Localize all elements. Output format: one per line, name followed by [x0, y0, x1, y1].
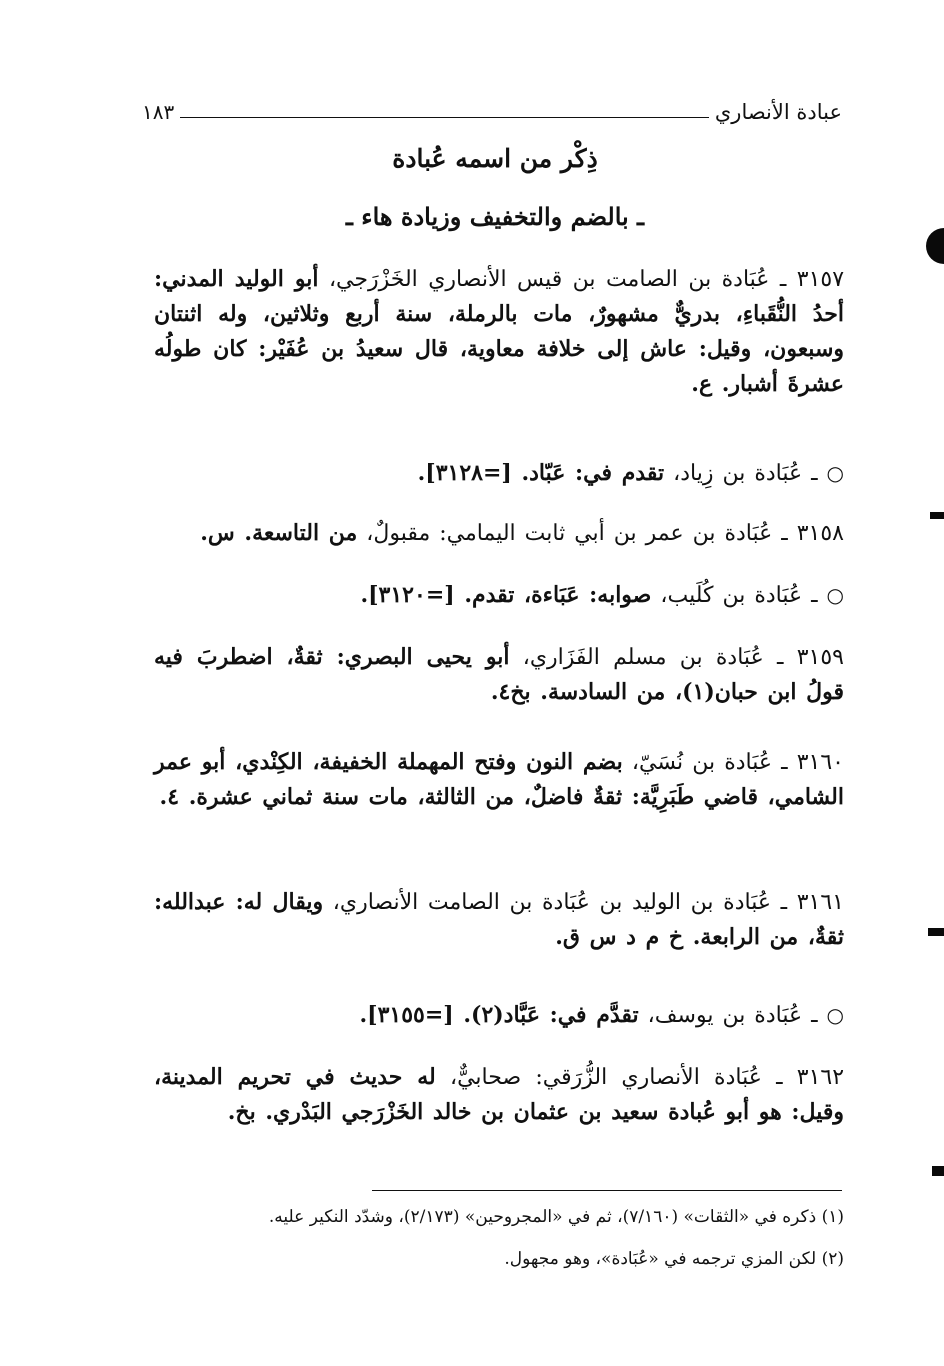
footnote: (١) ذكره في «الثقات» (٧/١٦٠)، ثم في «المجروحين» (٢/١٧٣)، وشدّد النكير عليه. — [268, 1207, 844, 1227]
binding-mark — [932, 1166, 944, 1176]
circle-marker-icon: ○ — [826, 461, 844, 485]
cross-reference-entry — [154, 578, 844, 613]
entry-name: ـ عُبَادة بن زِياد، — [673, 461, 818, 486]
circle-marker-icon: ○ — [826, 583, 844, 607]
biography-entry — [154, 640, 844, 710]
entry-text: له حديث في تحريم المدينة، وقيل: هو أبو عُبادة سعيد بن عثمان بن خالد الخَزْرَجي البَدْري. بخ. — [154, 1064, 844, 1125]
entry-number: ٣١٦٢ ـ — [776, 1065, 845, 1090]
running-header — [142, 94, 842, 124]
cross-reference-entry — [154, 456, 844, 491]
cross-reference-entry — [154, 998, 844, 1033]
entry-text: بضم النون وفتح المهملة الخفيفة، الكِنْدي، أبو عمر الشامي، قاضي طَبَرِيَّة: ثقةٌ فاضلٌ، من الثالثة، مات سنة ثماني عشرة. ٤. — [154, 749, 844, 810]
entry-name: ـ عُبَادة بن كُلَيب، — [660, 583, 818, 608]
entry-text: أبو يحيى البصري: ثقةٌ، اضطربَ فيه قولُ ابن حبان(١)، من السادسة. بخ٤. — [154, 644, 844, 705]
entry-name: عُبَادة بن نُسَيّ، — [631, 750, 772, 775]
entry-number: ٣١٥٩ ـ — [776, 645, 844, 670]
entry-number: ٣١٦٠ ـ — [781, 750, 844, 775]
binding-mark — [928, 928, 944, 936]
footnote-separator — [372, 1190, 842, 1191]
biography-entry — [154, 262, 844, 402]
entry-name: عُبَادة الأنصاري الزُّرَقي: صحابيٌّ، — [449, 1065, 762, 1090]
entry-text: تقدم في: عَبّاد. [=٣١٢٨]. — [417, 460, 665, 486]
entry-number: ٣١٥٧ ـ — [779, 267, 845, 292]
circle-marker-icon: ○ — [826, 1003, 844, 1027]
entry-name: عُبَادة بن الوليد بن عُبَادة بن الصامت الأنصاري، — [332, 890, 771, 915]
section-subtitle: ـ بالضم والتخفيف وزيادة هاء ـ — [345, 202, 645, 231]
entry-text: صوابه: عَبَاءة، تقدم. [=٣١٢٠]. — [360, 582, 652, 608]
entry-text: أبو الوليد المدني: أحدُ النُّقَباءِ، بدريٌّ مشهورٌ، مات بالرملة، سنة أربع وثلاثين، وله اثنتان وسبعون، وقيل: عاش إلى خلافة معاوية، قال سعيدُ بن عُفَيْر: كان طولُه عشرةَ أشبار. ع. — [154, 266, 845, 397]
header-rule — [180, 117, 709, 118]
entry-name: ـ عُبَادة بن يوسف، — [647, 1003, 818, 1028]
entry-number: ٣١٦١ ـ — [780, 890, 844, 915]
biography-entry — [154, 745, 844, 815]
entry-name: عُبَادة بن الصامت بن قيس الأنصاري الخَزْرَجي، — [328, 267, 770, 292]
entry-text: تقدَّم في: عَبَّاد(٢). [=٣١٥٥]. — [359, 1002, 639, 1028]
running-header-title: عبادة الأنصاري — [714, 100, 842, 124]
footnote: (٢) لكن المزي ترجمه في «عُبَادة»، وهو مجهول. — [504, 1249, 844, 1269]
biography-entry — [154, 885, 844, 955]
binding-mark — [926, 228, 944, 264]
biography-entry — [154, 1060, 844, 1130]
binding-mark — [930, 512, 944, 519]
entry-text: من التاسعة. س. — [200, 520, 358, 546]
entry-number: ٣١٥٨ ـ — [781, 521, 844, 546]
biography-entry — [154, 516, 844, 551]
section-title: ذِكْر من اسمه عُبادة — [392, 144, 598, 173]
page-number: ١٨٣ — [142, 100, 175, 124]
entry-text: ويقال له: عبدالله: ثقةٌ، من الرابعة. خ م د س ق. — [154, 889, 844, 950]
entry-name: عُبَادة بن مسلم الفَزَاري، — [522, 645, 764, 670]
entry-name: عُبَادة بن عمر بن أبي ثابت اليمامي: مقبولٌ، — [366, 521, 773, 546]
